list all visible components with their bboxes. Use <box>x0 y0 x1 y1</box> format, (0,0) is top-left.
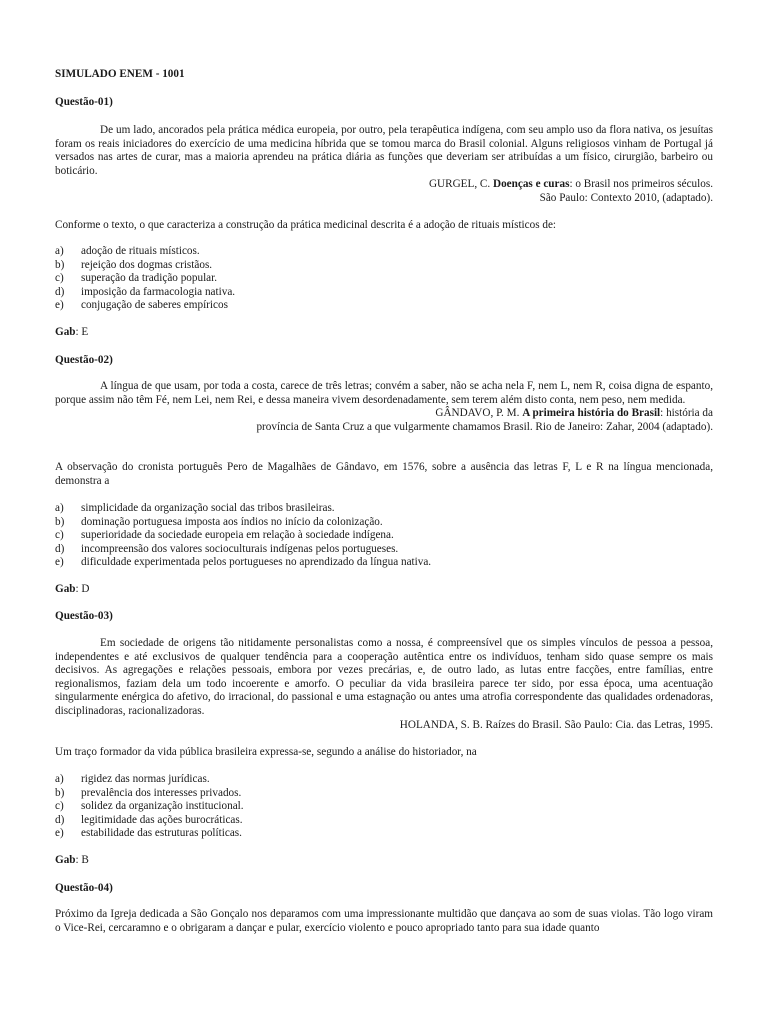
question-2-answer <box>55 583 90 597</box>
option-letter: b) <box>55 786 65 799</box>
option-text: prevalência dos interesses privados. <box>81 786 242 799</box>
answer-value: : E <box>75 326 89 338</box>
source-subtitle: : história da <box>660 407 713 420</box>
question-2-passage: A língua de que usam, por toda a costa, carece de três letras; convém a saber, não se acha nela F, nem L, nem R, coisa digna de espanto, porque assim não têm Fé, nem Lei, nem Rei, e dessa maneira vivem desordenadamente, sem terem além disto conta, nem peso, nem medida. <box>55 380 713 406</box>
option-item <box>55 502 713 516</box>
source-author: GURGEL, C. <box>428 178 493 191</box>
question-2-source-line-1 <box>55 407 713 421</box>
source-author: GÂNDAVO, P. M. <box>435 407 523 420</box>
option-letter: a) <box>55 245 64 257</box>
question-4-passage: Próximo da Igreja dedicada a São Gonçalo nos deparamos com uma impressionante multidão que dançava ao som de suas violas. Tão logo viram o Vice-Rei, cercaramno e o obrigaram a dançar e pular, exercício violento e pouco apropriado tanto para sua idade quanto <box>55 908 713 934</box>
question-3-stem: Um traço formador da vida pública brasileira expressa-se, segundo a análise do historiador, na <box>55 746 477 758</box>
answer-label: Gab <box>55 326 76 338</box>
question-1-stem-block <box>55 219 713 233</box>
document-title: SIMULADO ENEM - 1001 <box>55 68 185 80</box>
option-text: estabilidade das estruturas políticas. <box>81 827 242 840</box>
answer-value: : D <box>75 583 90 595</box>
option-text: incompreensão dos valores socioculturais indígenas pelos portugueses. <box>81 542 399 555</box>
option-letter: a) <box>55 502 64 514</box>
option-text: superação da tradição popular. <box>81 272 218 285</box>
question-3-options <box>55 773 713 841</box>
option-letter: b) <box>55 258 65 271</box>
option-item <box>55 814 713 828</box>
question-2-options <box>55 502 713 570</box>
source-title: A primeira história do Brasil <box>522 407 661 420</box>
option-item <box>55 516 713 530</box>
option-text: conjugação de saberes empíricos <box>81 299 228 312</box>
option-text: solidez da organização institucional. <box>81 800 244 813</box>
option-letter: d) <box>55 285 65 298</box>
option-letter: d) <box>55 813 65 826</box>
option-text: legitimidade das ações burocráticas. <box>81 813 243 826</box>
option-item <box>55 787 713 801</box>
option-item <box>55 800 713 814</box>
question-2-stem-block <box>55 461 713 488</box>
option-text: dominação portuguesa imposta aos índios no início da colonização. <box>81 515 383 528</box>
question-3-source: HOLANDA, S. B. Raízes do Brasil. São Paulo: Cia. das Letras, 1995. <box>399 718 713 731</box>
option-text: adoção de rituais místicos. <box>81 245 200 257</box>
question-1-text-block <box>55 124 713 206</box>
question-3-passage: Em sociedade de origens tão nitidamente personalistas como a nossa, é compreensível que os simples vínculos de pessoa a pessoa, independentes e até exclusivos de qualquer tendência para a cooperação autêntica entre os indivíduos, tenham sido quase sempre os mais decisivos. As agregações e relações pessoais, embora por vezes precárias, e, de outro lado, as lutas entre facções, entre famílias, entre regionalismos, faziam dela um todo incoerente e amorfo. O peculiar da vida brasileira parece ter sido, por essa época, uma acentuação singularmente enérgica do afetivo, do irracional, do passional e uma estagnação ou antes uma atrofia correspondente das qualidades ordenadoras, disciplinadoras, racionalizadoras. <box>55 637 713 717</box>
question-1-heading: Questão-01) <box>55 96 113 108</box>
option-letter: c) <box>55 529 64 542</box>
option-item <box>55 245 713 259</box>
question-4-heading: Questão-04) <box>55 882 113 894</box>
question-2-text-block <box>55 380 713 434</box>
answer-label: Gab <box>55 854 76 866</box>
option-letter: e) <box>55 827 64 840</box>
source-subtitle: : o Brasil nos primeiros séculos. <box>569 178 713 191</box>
option-item <box>55 827 713 841</box>
source-title: Doenças e curas <box>493 178 570 191</box>
option-item <box>55 556 713 570</box>
question-1-passage: De um lado, ancorados pela prática médica europeia, por outro, pela terapêutica indígena, com seu amplo uso da flora nativa, os jesuítas foram os reais iniciadores do exercício de uma medicina híbrida que se tomou marca do Brasil colonial. Alguns religiosos vinham de Portugal já versados nas artes de curar, mas a maioria aprendeu na prática diária as funções que deveriam ser atribuídas a um físico, cirurgião, barbeiro ou boticário. <box>55 124 713 177</box>
option-letter: b) <box>55 515 65 528</box>
option-item <box>55 286 713 300</box>
option-letter: e) <box>55 556 64 569</box>
option-text: rigidez das normas jurídicas. <box>81 773 210 785</box>
option-letter: c) <box>55 800 64 813</box>
option-text: rejeição dos dogmas cristãos. <box>81 258 213 271</box>
option-letter: c) <box>55 272 64 285</box>
question-1-source-line-2: São Paulo: Contexto 2010, (adaptado). <box>539 191 713 204</box>
answer-value: : B <box>75 854 89 866</box>
question-1-options <box>55 245 713 313</box>
answer-label: Gab <box>55 583 76 595</box>
option-item <box>55 529 713 543</box>
question-1-source-line-1 <box>55 178 713 192</box>
option-text: imposição da farmacologia nativa. <box>81 285 236 298</box>
question-2-stem: A observação do cronista português Pero de Magalhães de Gândavo, em 1576, sobre a ausência das letras F, L e R na língua mencionada, demonstra a <box>55 461 713 487</box>
option-item <box>55 299 713 313</box>
option-item <box>55 259 713 273</box>
option-letter: e) <box>55 299 64 312</box>
option-item <box>55 543 713 557</box>
question-2-heading: Questão-02) <box>55 354 113 366</box>
question-3-heading: Questão-03) <box>55 610 113 622</box>
question-1-stem: Conforme o texto, o que caracteriza a construção da prática medicinal descrita é a adoção de rituais místicos de: <box>55 219 557 231</box>
option-text: simplicidade da organização social das tribos brasileiras. <box>81 502 335 514</box>
question-3-stem-block <box>55 746 713 760</box>
option-item <box>55 773 713 787</box>
question-3-answer <box>55 854 89 868</box>
option-letter: a) <box>55 773 64 785</box>
question-2-source-line-2: província de Santa Cruz a que vulgarmente chamamos Brasil. Rio de Janeiro: Zahar, 2004 (adaptado). <box>256 420 713 433</box>
question-3-text-block <box>55 637 713 732</box>
question-4-text-block <box>55 908 713 935</box>
option-item <box>55 272 713 286</box>
option-text: superioridade da sociedade europeia em relação à sociedade indígena. <box>81 529 394 542</box>
option-text: dificuldade experimentada pelos portugueses no aprendizado da língua nativa. <box>81 556 432 569</box>
option-letter: d) <box>55 542 65 555</box>
question-1-answer <box>55 326 88 340</box>
